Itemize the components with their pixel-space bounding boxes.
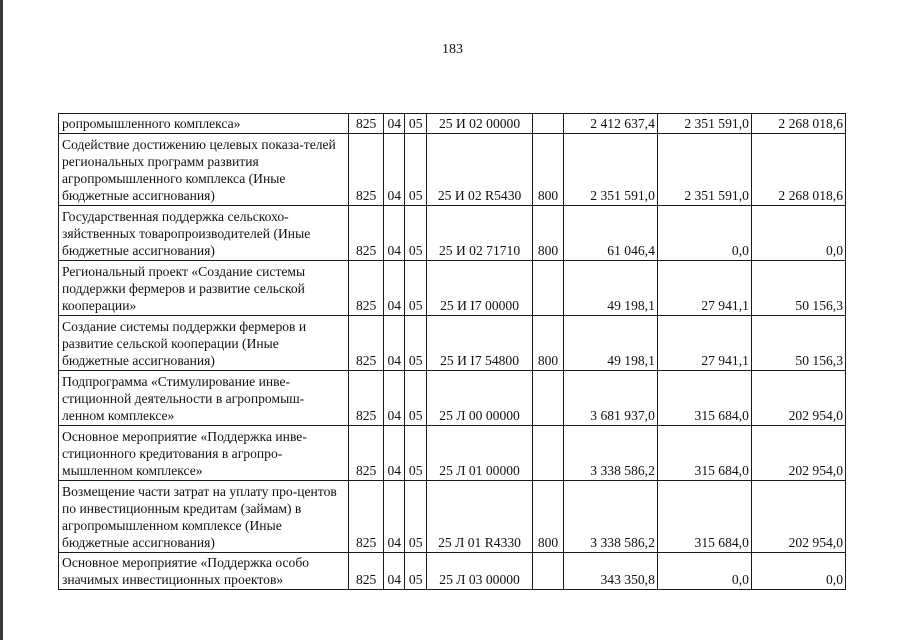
section-code: 04 (384, 316, 405, 371)
amount-year-1: 3 338 586,2 (563, 481, 657, 553)
amount-year-1: 3 338 586,2 (563, 426, 657, 481)
row-name: Подпрограмма «Стимулирование инве-стиционной деятельности в агропромыш-ленном комплексе» (59, 371, 349, 426)
amount-year-2: 315 684,0 (657, 426, 751, 481)
amount-year-1: 3 681 937,0 (563, 371, 657, 426)
amount-year-1: 343 350,8 (563, 553, 657, 590)
target-article-code: 25 И 02 00000 (426, 114, 532, 134)
subsection-code: 05 (405, 206, 426, 261)
budget-table (58, 113, 846, 590)
amount-year-3: 0,0 (751, 553, 845, 590)
table-row (59, 371, 846, 426)
expense-type-code (533, 261, 564, 316)
admin-code: 825 (349, 206, 384, 261)
row-name: Содействие достижению целевых показа-телей региональных программ развития агропромышленного комплекса (Иные бюджетные ассигнования) (59, 134, 349, 206)
table-row (59, 481, 846, 553)
section-code: 04 (384, 134, 405, 206)
amount-year-2: 27 941,1 (657, 316, 751, 371)
page-number: 183 (442, 42, 463, 57)
amount-year-2: 27 941,1 (657, 261, 751, 316)
admin-code: 825 (349, 371, 384, 426)
subsection-code: 05 (405, 553, 426, 590)
admin-code: 825 (349, 134, 384, 206)
target-article-code: 25 И I7 54800 (426, 316, 532, 371)
amount-year-2: 315 684,0 (657, 371, 751, 426)
amount-year-2: 2 351 591,0 (657, 134, 751, 206)
table-row (59, 553, 846, 590)
target-article-code: 25 И 02 R5430 (426, 134, 532, 206)
section-code: 04 (384, 206, 405, 261)
amount-year-3: 2 268 018,6 (751, 134, 845, 206)
amount-year-1: 2 412 637,4 (563, 114, 657, 134)
admin-code: 825 (349, 553, 384, 590)
amount-year-1: 49 198,1 (563, 316, 657, 371)
subsection-code: 05 (405, 316, 426, 371)
amount-year-1: 61 046,4 (563, 206, 657, 261)
row-name: Создание системы поддержки фермеров и развитие сельской кооперации (Иные бюджетные ассигнования) (59, 316, 349, 371)
section-code: 04 (384, 371, 405, 426)
amount-year-3: 50 156,3 (751, 261, 845, 316)
admin-code: 825 (349, 316, 384, 371)
expense-type-code (533, 114, 564, 134)
amount-year-3: 202 954,0 (751, 371, 845, 426)
amount-year-1: 49 198,1 (563, 261, 657, 316)
target-article-code: 25 Л 00 00000 (426, 371, 532, 426)
scan-edge (0, 0, 3, 640)
amount-year-3: 202 954,0 (751, 481, 845, 553)
amount-year-2: 0,0 (657, 206, 751, 261)
table-row (59, 206, 846, 261)
table-row (59, 261, 846, 316)
target-article-code: 25 Л 01 R4330 (426, 481, 532, 553)
admin-code: 825 (349, 426, 384, 481)
section-code: 04 (384, 481, 405, 553)
expense-type-code (533, 426, 564, 481)
admin-code: 825 (349, 261, 384, 316)
target-article-code: 25 И 02 71710 (426, 206, 532, 261)
target-article-code: 25 Л 03 00000 (426, 553, 532, 590)
expense-type-code (533, 371, 564, 426)
expense-type-code: 800 (533, 206, 564, 261)
subsection-code: 05 (405, 114, 426, 134)
amount-year-1: 2 351 591,0 (563, 134, 657, 206)
expense-type-code: 800 (533, 481, 564, 553)
table-row (59, 114, 846, 134)
row-name: Основное мероприятие «Поддержка инве-стиционного кредитования в агропро-мышленном комплексе» (59, 426, 349, 481)
section-code: 04 (384, 261, 405, 316)
table-row (59, 426, 846, 481)
admin-code: 825 (349, 481, 384, 553)
admin-code: 825 (349, 114, 384, 134)
amount-year-3: 2 268 018,6 (751, 114, 845, 134)
amount-year-2: 315 684,0 (657, 481, 751, 553)
row-name: Возмещение части затрат на уплату про-центов по инвестиционным кредитам (займам) в агропромышленном комплексе (Иные бюджетные ассигнования) (59, 481, 349, 553)
amount-year-3: 50 156,3 (751, 316, 845, 371)
section-code: 04 (384, 114, 405, 134)
table-row (59, 316, 846, 371)
row-name: Региональный проект «Создание системы поддержки фермеров и развитие сельской кооперации» (59, 261, 349, 316)
amount-year-3: 0,0 (751, 206, 845, 261)
expense-type-code: 800 (533, 316, 564, 371)
expense-type-code (533, 553, 564, 590)
subsection-code: 05 (405, 426, 426, 481)
amount-year-3: 202 954,0 (751, 426, 845, 481)
subsection-code: 05 (405, 371, 426, 426)
amount-year-2: 2 351 591,0 (657, 114, 751, 134)
expense-type-code: 800 (533, 134, 564, 206)
table-row (59, 134, 846, 206)
amount-year-2: 0,0 (657, 553, 751, 590)
section-code: 04 (384, 553, 405, 590)
row-name: ропромышленного комплекса» (59, 114, 349, 134)
subsection-code: 05 (405, 481, 426, 553)
row-name: Основное мероприятие «Поддержка особо значимых инвестиционных проектов» (59, 553, 349, 590)
subsection-code: 05 (405, 261, 426, 316)
row-name: Государственная поддержка сельскохо-зяйственных товаропроизводителей (Иные бюджетные ассигнования) (59, 206, 349, 261)
target-article-code: 25 И I7 00000 (426, 261, 532, 316)
section-code: 04 (384, 426, 405, 481)
target-article-code: 25 Л 01 00000 (426, 426, 532, 481)
subsection-code: 05 (405, 134, 426, 206)
